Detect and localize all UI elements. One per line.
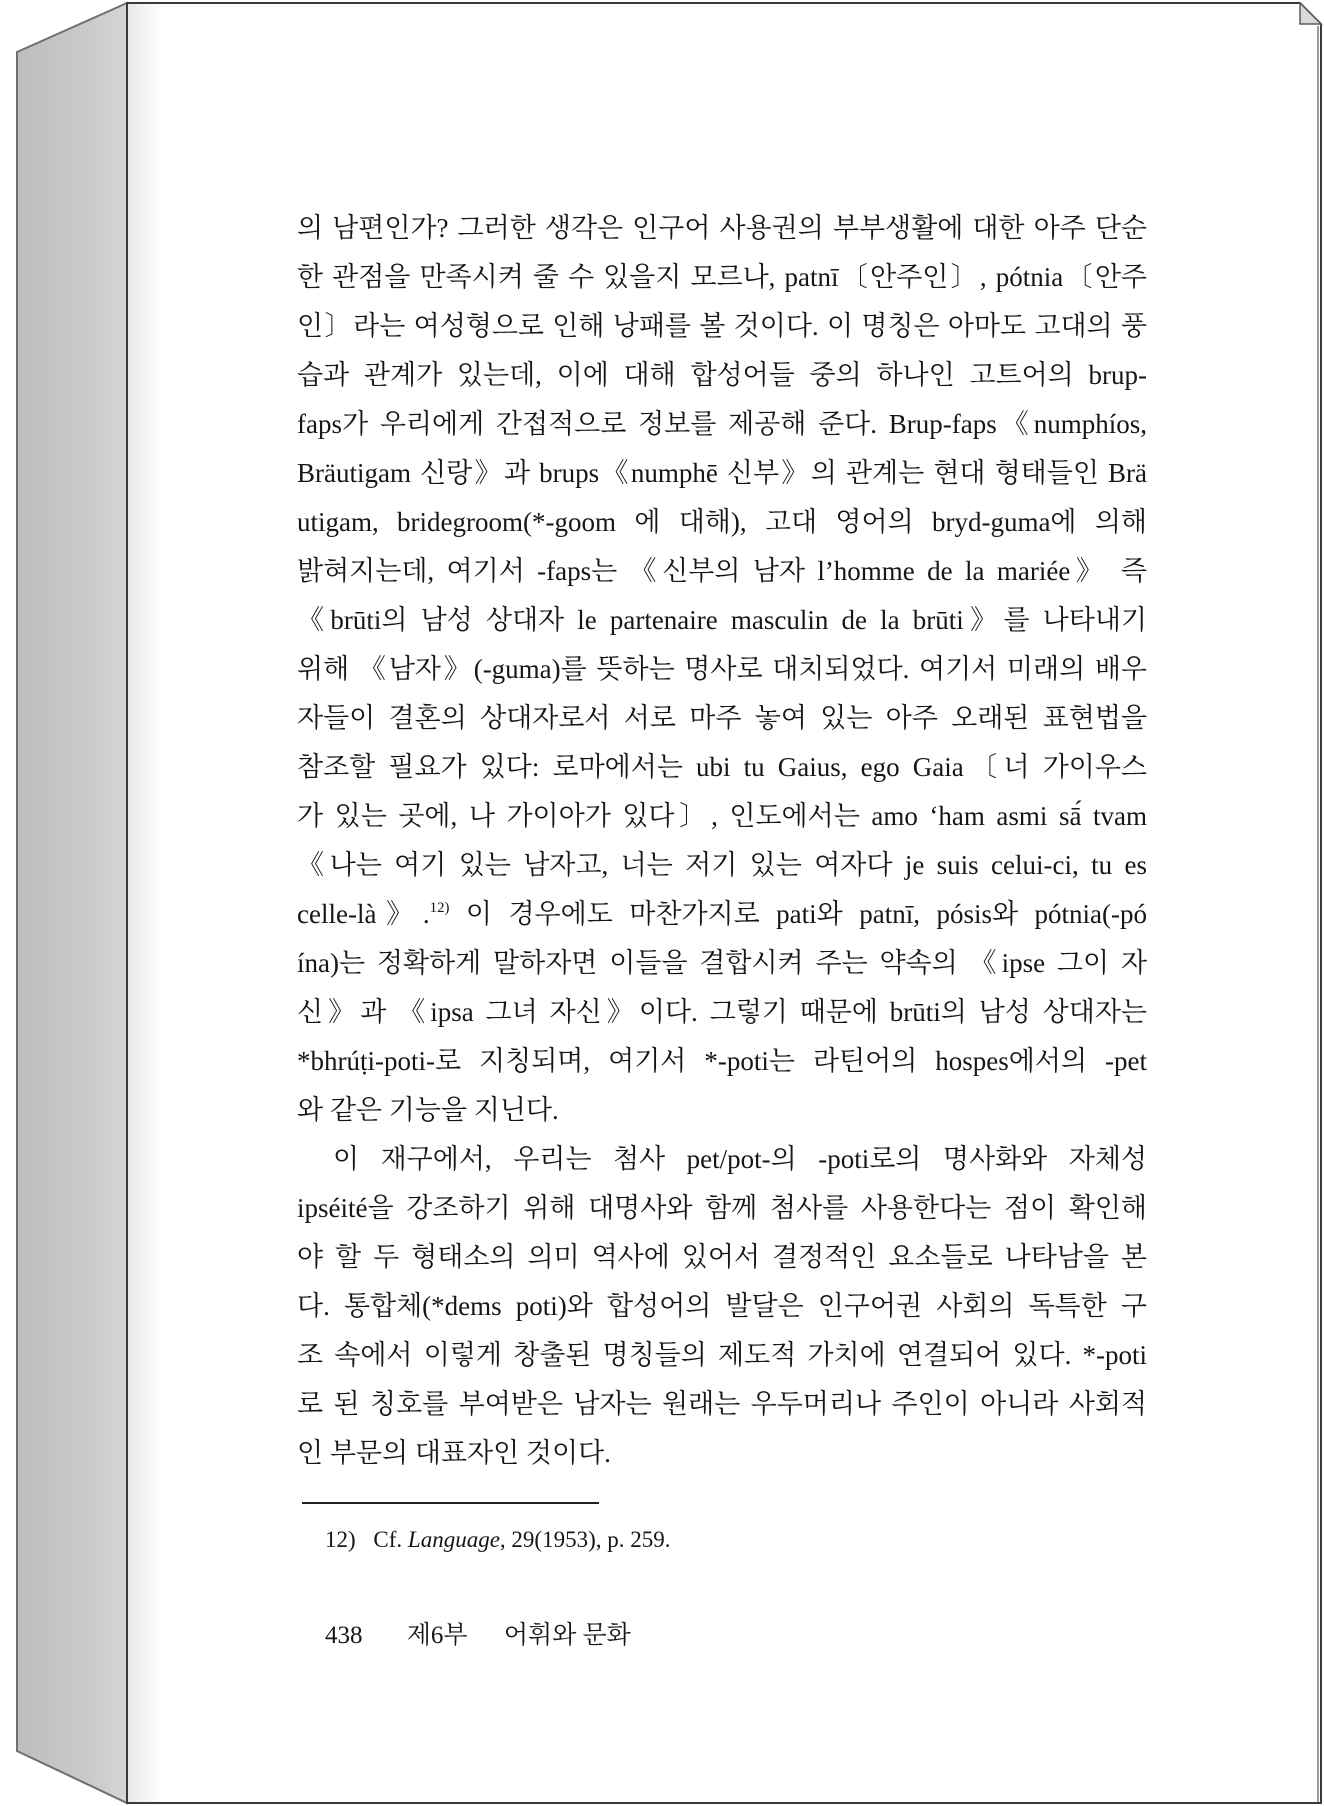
book-side-edge	[17, 3, 127, 1803]
text-line: 조 속에서 이렇게 창출된 명칭들의 제도적 가치에 연결되어 있다. *-poti	[297, 1340, 1147, 1370]
footnote-citation: 29(1953), p. 259.	[511, 1527, 671, 1552]
footnote-divider	[302, 1502, 599, 1504]
page-number: 438	[325, 1622, 363, 1649]
running-footer	[325, 1618, 631, 1654]
footnote-number: 12)	[325, 1527, 356, 1552]
text-line: 밝혀지는데, 여기서 -faps는 《신부의 남자 l’homme de la mariée》 즉	[297, 556, 1147, 586]
page-corner	[1300, 3, 1321, 24]
text-line: 와 같은 기능을 지닌다.	[297, 1095, 559, 1125]
text-line: 야 할 두 형태소의 의미 역사에 있어서 결정적인 요소들로 나타남을 본	[297, 1242, 1147, 1272]
text-line	[297, 890, 1147, 939]
text-line: 습과 관계가 있는데, 이에 대해 합성어들 중의 하나인 고트어의 brup-	[297, 360, 1147, 390]
text-line: 인 부문의 대표자인 것이다.	[297, 1438, 611, 1468]
text-line: Bräutigam 신랑》과 brups《numphē 신부》의 관계는 현대 형태들인 Brä	[297, 458, 1147, 488]
text-line: 《나는 여기 있는 남자고, 너는 저기 있는 여자다 je suis celui-ci, tu es	[297, 850, 1147, 880]
part-label: 제6부	[406, 1622, 468, 1649]
footnote-source-title: Language,	[407, 1527, 506, 1552]
text-line: *bhrúṭi-poti-로 지칭되며, 여기서 *-poti는 라틴어의 hospes에서의 -pet	[297, 1046, 1147, 1076]
text-line: ína)는 정확하게 말하자면 이들을 결합시켜 주는 약속의 《ipse 그이 자	[297, 948, 1147, 978]
part-title: 어휘와 문화	[503, 1622, 631, 1649]
text-line: 가 있는 곳에, 나 가이아가 있다〕, 인도에서는 amo ‘ham asmi sā́ tvam	[297, 801, 1147, 831]
text-line: 참조할 필요가 있다: 로마에서는 ubi tu Gaius, ego Gaia〔너 가이우스	[297, 752, 1147, 782]
body-text	[297, 204, 1147, 1478]
footnote-prefix: Cf.	[373, 1527, 403, 1552]
text-line: 한 관점을 만족시켜 줄 수 있을지 모르나, patnī〔안주인〕, pótnia〔안주	[297, 262, 1147, 292]
text-line: 로 된 칭호를 부여받은 남자는 원래는 우두머리나 주인이 아니라 사회적	[297, 1389, 1147, 1419]
text-line: utigam, bridegroom(*-goom 에 대해), 고대 영어의 bryd-guma에 의해	[297, 507, 1147, 537]
text-segment: 이 경우에도 마찬가지로 pati와 patnī, pósis와 pótnia(-pó	[449, 899, 1147, 929]
text-line: 의 남편인가? 그러한 생각은 인구어 사용권의 부부생활에 대한 아주 단순	[297, 213, 1147, 243]
paragraph	[297, 204, 1147, 1135]
text-line: ipséité을 강조하기 위해 대명사와 함께 첨사를 사용한다는 점이 확인해	[297, 1193, 1147, 1223]
text-line: 《brūti의 남성 상대자 le partenaire masculin de la brūti》를 나타내기	[297, 605, 1147, 635]
text-line: 이 재구에서, 우리는 첨사 pet/pot-의 -poti로의 명사화와 자체성	[333, 1144, 1147, 1174]
text-line: 신》과 《ipsa 그녀 자신》이다. 그렇기 때문에 brūti의 남성 상대자는	[297, 997, 1147, 1027]
text-line: 인〕라는 여성형으로 인해 낭패를 볼 것이다. 이 명칭은 아마도 고대의 풍	[297, 311, 1147, 341]
text-segment: celle-là》.	[297, 899, 430, 929]
text-line: 위해 《남자》(-guma)를 뜻하는 명사로 대치되었다. 여기서 미래의 배우	[297, 654, 1147, 684]
text-line: faps가 우리에게 간접적으로 정보를 제공해 준다. Brup-faps《numphíos,	[297, 409, 1147, 439]
text-line: 자들이 결혼의 상대자로서 서로 마주 놓여 있는 아주 오래된 표현법을	[297, 703, 1147, 733]
text-line: 다. 통합체(*dems poti)와 합성어의 발달은 인구어권 사회의 독특한 구	[297, 1291, 1147, 1321]
footnote	[325, 1524, 671, 1556]
paragraph	[297, 1135, 1147, 1478]
footnote-reference: 12)	[429, 899, 450, 916]
